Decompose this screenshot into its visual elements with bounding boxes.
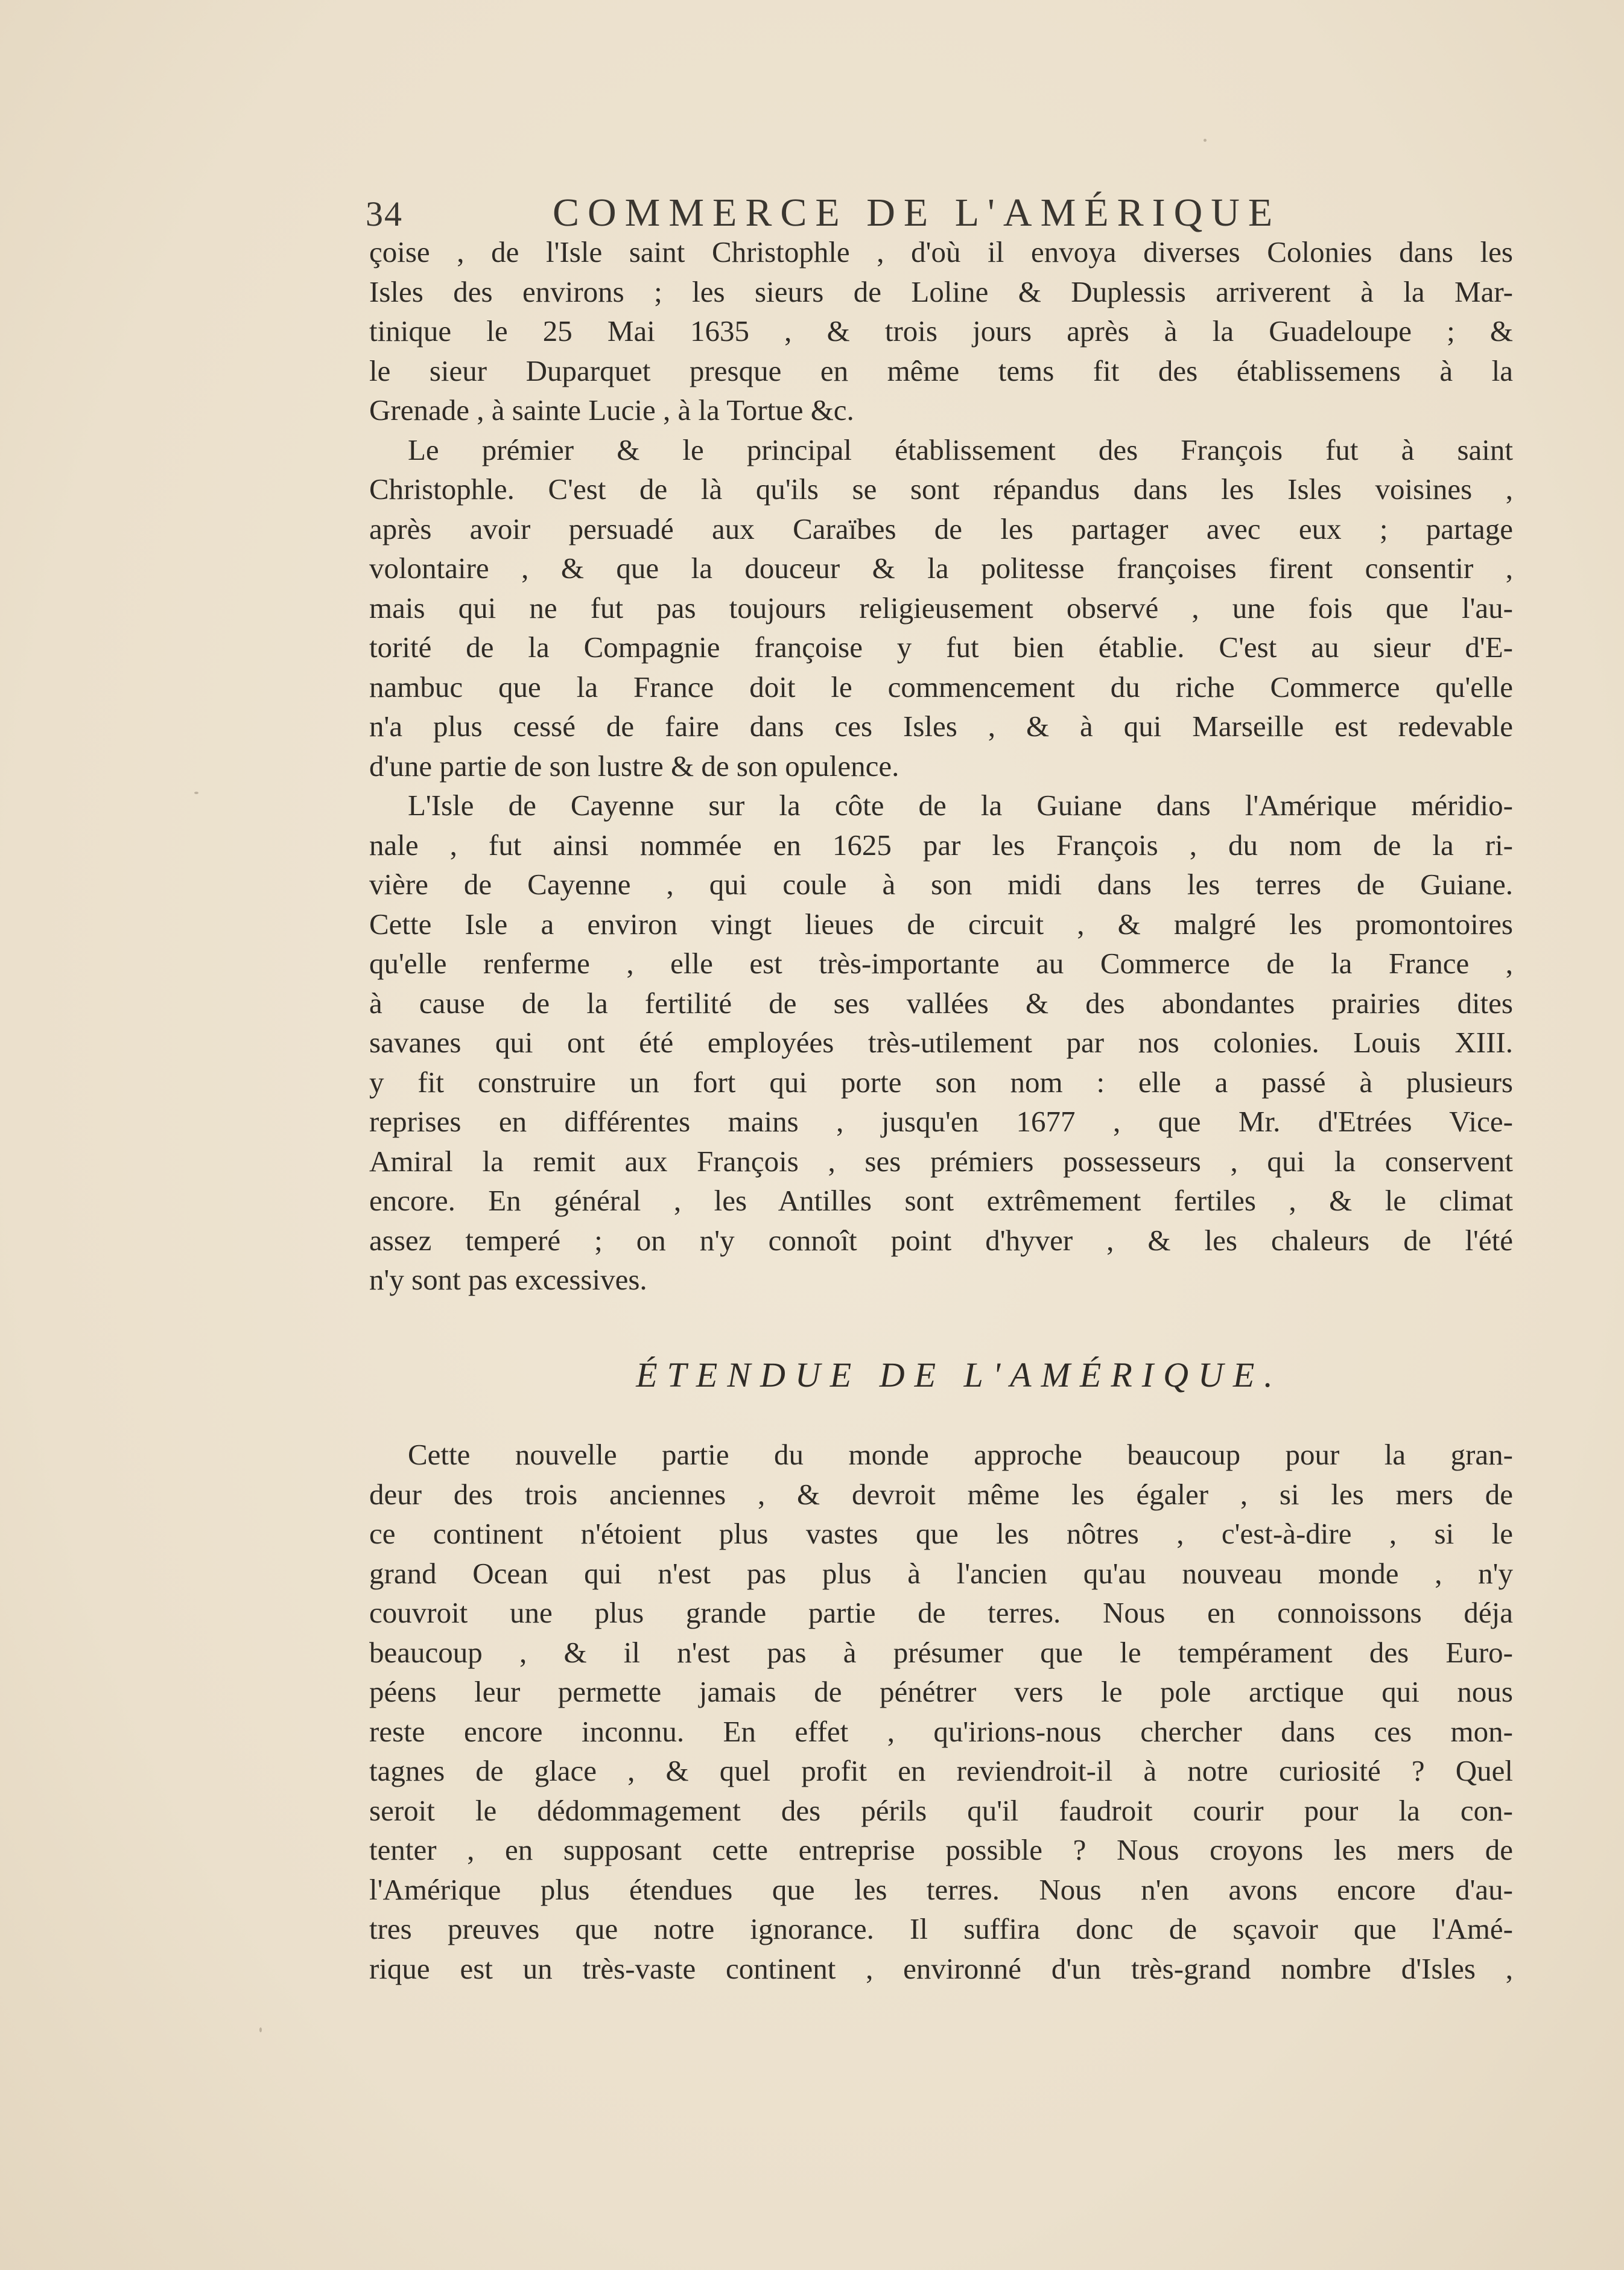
text-line: n'a plus cessé de faire dans ces Isles , & à qui Marseille est redevable xyxy=(369,710,1513,743)
page-header xyxy=(360,184,1518,238)
text-line: nambuc que la France doit le commencement du riche Commerce qu'elle xyxy=(369,670,1513,704)
text-line: volontaire , & que la douceur & la politesse françoises firent consentir , xyxy=(369,552,1513,585)
section-heading: ÉTENDUE DE L'AMÉRIQUE. xyxy=(636,1355,1283,1394)
text-line: nale , fut ainsi nommée en 1625 par les François , du nom de la ri- xyxy=(369,828,1513,862)
text-line: couvroit une plus grande partie de terres. Nous en connoissons déja xyxy=(369,1596,1513,1629)
text-line: tinique le 25 Mai 1635 , & trois jours après à la Guadeloupe ; & xyxy=(369,314,1513,348)
text-line: Cette nouvelle partie du monde approche beaucoup pour la gran- xyxy=(408,1438,1513,1471)
text-line: encore. En général , les Antilles sont extrêmement fertiles , & le climat xyxy=(369,1184,1513,1217)
paper-speck xyxy=(1204,139,1207,142)
text-line: beaucoup , & il n'est pas à présumer que le tempérament des Euro- xyxy=(369,1635,1513,1669)
text-line: l'Amérique plus étendues que les terres. Nous n'en avons encore d'au- xyxy=(369,1872,1513,1906)
text-line: reste encore inconnu. En effet , qu'irions-nous chercher dans ces mon- xyxy=(369,1714,1513,1748)
text-line: Cette Isle a environ vingt lieues de circuit , & malgré les promontoires xyxy=(369,907,1513,941)
text-line: n'y sont pas excessives. xyxy=(369,1263,647,1296)
paragraph-block-extent xyxy=(369,1435,1513,1988)
text-line: Christophle. C'est de là qu'ils se sont répandus dans les Isles voisines , xyxy=(369,472,1513,506)
text-line: grand Ocean qui n'est pas plus à l'ancien qu'au nouveau monde , n'y xyxy=(369,1556,1513,1590)
text-line: le sieur Duparquet presque en même tems fit des établissemens à la xyxy=(369,354,1513,387)
paper-speck xyxy=(194,792,198,794)
text-line: après avoir persuadé aux Caraïbes de les partager avec eux ; partage xyxy=(369,512,1513,545)
text-line: L'Isle de Cayenne sur la côte de la Guiane dans l'Amérique méridio- xyxy=(408,789,1513,822)
text-line: mais qui ne fut pas toujours religieusement observé , une fois que l'au- xyxy=(369,591,1513,625)
text-line: ce continent n'étoient plus vastes que les nôtres , c'est-à-dire , si le xyxy=(369,1517,1513,1550)
running-title: COMMERCE DE L'AMÉRIQUE xyxy=(553,191,1281,235)
paragraph-block-colonies xyxy=(369,232,1513,1300)
paper-speck xyxy=(259,2027,262,2032)
text-line: Amiral la remit aux François , ses prémiers possesseurs , qui la conservent xyxy=(369,1144,1513,1178)
text-line: tenter , en supposant cette entreprise possible ? Nous croyons les mers de xyxy=(369,1833,1513,1866)
text-line: Le prémier & le principal établissement des François fut à saint xyxy=(408,433,1513,466)
text-line: péens leur permette jamais de pénétrer vers le pole arctique qui nous xyxy=(369,1675,1513,1708)
text-line: deur des trois anciennes , & devroit même les égaler , si les mers de xyxy=(369,1477,1513,1511)
page-number: 34 xyxy=(366,194,403,234)
text-line: torité de la Compagnie françoise y fut bien établie. C'est au sieur d'E- xyxy=(369,631,1513,664)
text-line: tagnes de glace , & quel profit en reviendroit-il à notre curiosité ? Quel xyxy=(369,1754,1513,1787)
text-line: reprises en différentes mains , jusqu'en 1677 , que Mr. d'Etrées Vice- xyxy=(369,1105,1513,1138)
text-line: y fit construire un fort qui porte son nom : elle a passé à plusieurs xyxy=(369,1065,1513,1099)
text-line: qu'elle renferme , elle est très-importante au Commerce de la France , xyxy=(369,947,1513,980)
text-line: tres preuves que notre ignorance. Il suffira donc de sçavoir que l'Amé- xyxy=(369,1912,1513,1945)
text-line: savanes qui ont été employées très-utilement par nos colonies. Louis XIII. xyxy=(369,1026,1513,1059)
text-line: Grenade , à sainte Lucie , à la Tortue &c. xyxy=(369,393,854,427)
text-line: assez temperé ; on n'y connoît point d'hyver , & les chaleurs de l'été xyxy=(369,1223,1513,1257)
text-line: d'une partie de son lustre & de son opulence. xyxy=(369,749,899,783)
text-line: çoise , de l'Isle saint Christophle , d'où il envoya diverses Colonies dans les xyxy=(369,235,1513,269)
text-line: seroit le dédommagement des périls qu'il faudroit courir pour la con- xyxy=(369,1793,1513,1827)
text-line: vière de Cayenne , qui coule à son midi dans les terres de Guiane. xyxy=(369,868,1513,901)
text-line: Isles des environs ; les sieurs de Loline & Duplessis arriverent à la Mar- xyxy=(369,275,1513,308)
text-line: rique est un très-vaste continent , environné d'un très-grand nombre d'Isles , xyxy=(369,1951,1513,1985)
text-line: à cause de la fertilité de ses vallées & des abondantes prairies dites xyxy=(369,986,1513,1020)
